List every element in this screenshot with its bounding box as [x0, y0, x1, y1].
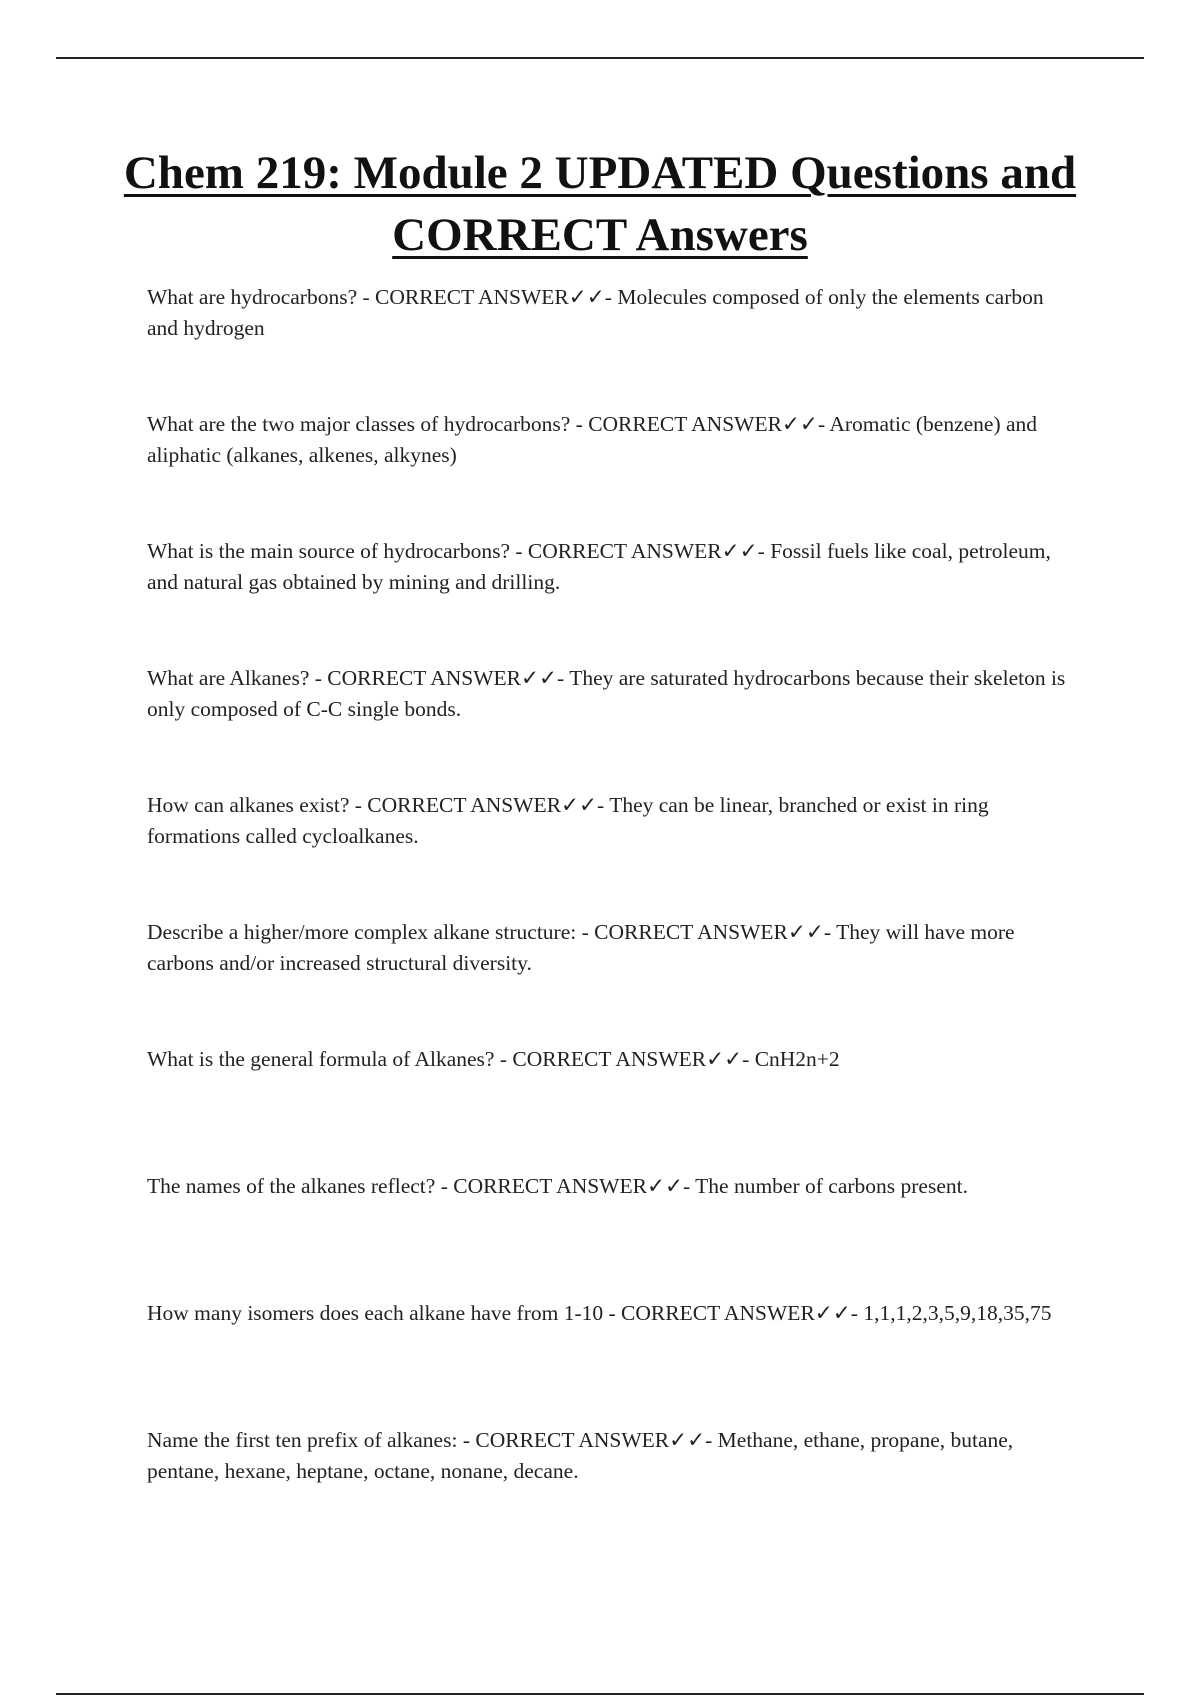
qa-item: [147, 409, 1067, 536]
question-text: How can alkanes exist?: [147, 793, 350, 817]
question-text: Name the first ten prefix of alkanes:: [147, 1428, 458, 1452]
answer-marker: - CORRECT ANSWER✓✓-: [494, 1047, 755, 1071]
answer-marker: - CORRECT ANSWER✓✓-: [309, 666, 570, 690]
top-divider: [56, 57, 1144, 59]
answer-text: They will have more carbons and/or increased structural diversity.: [147, 920, 1015, 975]
page-title: Chem 219: Module 2 UPDATED Questions and CORRECT Answers: [123, 147, 1077, 261]
answer-marker: - CORRECT ANSWER✓✓-: [576, 920, 837, 944]
qa-item: [147, 663, 1067, 790]
answer-text: The number of carbons present.: [695, 1174, 968, 1198]
answer-marker: - CORRECT ANSWER✓✓-: [349, 793, 610, 817]
answer-text: They can be linear, branched or exist in ring formations called cycloalkanes.: [147, 793, 989, 848]
answer-text: Methane, ethane, propane, butane, pentane, hexane, heptane, octane, nonane, decane.: [147, 1428, 1014, 1483]
answer-marker: - CORRECT ANSWER✓✓-: [457, 1428, 718, 1452]
qa-item: [147, 1171, 1067, 1298]
answer-text: Molecules composed of only the elements carbon and hydrogen: [147, 285, 1044, 340]
qa-item: [147, 536, 1067, 663]
answer-marker: - CORRECT ANSWER✓✓-: [570, 412, 830, 436]
qa-item: [147, 1425, 1067, 1552]
qa-item: [147, 917, 1067, 1044]
qa-item: [147, 1298, 1067, 1425]
question-text: What are Alkanes?: [147, 666, 310, 690]
question-text: What are the two major classes of hydrocarbons?: [147, 412, 571, 436]
answer-text: 1,1,1,2,3,5,9,18,35,75: [863, 1301, 1052, 1325]
question-text: How many isomers does each alkane have from 1-10: [147, 1301, 604, 1325]
answer-marker: - CORRECT ANSWER✓✓-: [357, 285, 618, 309]
answer-text: They are saturated hydrocarbons because their skeleton is only composed of C-C single bonds.: [147, 666, 1066, 721]
answer-text: Aromatic (benzene) and aliphatic (alkanes, alkenes, alkynes): [147, 412, 1038, 467]
question-text: The names of the alkanes reflect?: [147, 1174, 436, 1198]
answer-marker: - CORRECT ANSWER✓✓-: [603, 1301, 864, 1325]
answer-text: Fossil fuels like coal, petroleum, and natural gas obtained by mining and drilling.: [147, 539, 1051, 594]
question-text: What is the main source of hydrocarbons?: [147, 539, 510, 563]
qa-item: [147, 1044, 1067, 1171]
question-text: What are hydrocarbons?: [147, 285, 358, 309]
qa-item: [147, 790, 1067, 917]
answer-marker: - CORRECT ANSWER✓✓-: [435, 1174, 696, 1198]
qa-item: [147, 282, 1067, 409]
answer-text: CnH2n+2: [754, 1047, 840, 1071]
bottom-divider: [56, 1693, 1144, 1695]
question-text: Describe a higher/more complex alkane structure:: [147, 920, 577, 944]
question-text: What is the general formula of Alkanes?: [147, 1047, 495, 1071]
answer-marker: - CORRECT ANSWER✓✓-: [510, 539, 771, 563]
qa-list: [147, 282, 1067, 1552]
